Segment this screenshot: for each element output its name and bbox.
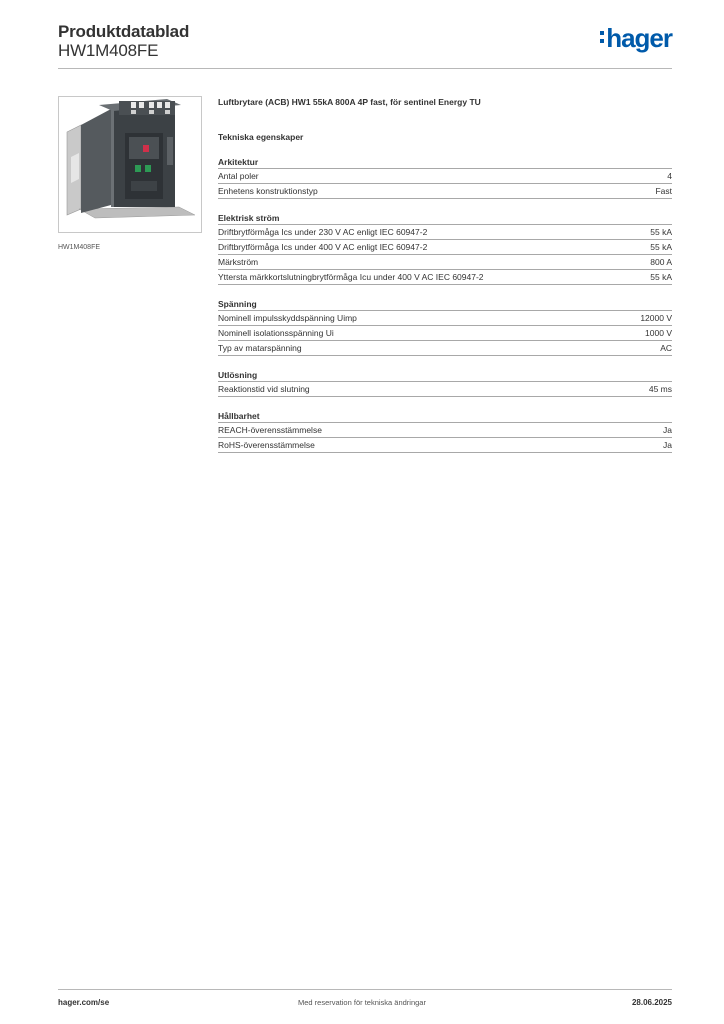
product-details: [218, 96, 672, 453]
spec-value: 55 kA: [650, 272, 672, 282]
spec-label: Driftbrytförmåga Ics under 400 V AC enligt IEC 60947-2: [218, 242, 428, 252]
spec-label: Nominell isolationsspänning Ui: [218, 328, 334, 338]
spec-label: Reaktionstid vid slutning: [218, 384, 310, 394]
footer-date: 28.06.2025: [631, 998, 672, 1007]
spec-label: Driftbrytförmåga Ics under 230 V AC enligt IEC 60947-2: [218, 227, 428, 237]
document-title: Produktdatablad: [58, 22, 190, 41]
spec-label: Enhetens konstruktionstyp: [218, 186, 318, 196]
footer-disclaimer: Med reservation för tekniska ändringar: [298, 998, 426, 1007]
footer-website: hager.com/se: [58, 998, 110, 1007]
footer-divider: [58, 989, 672, 990]
logo-mark-icon: [600, 31, 604, 47]
spec-label: Typ av matarspänning: [218, 343, 302, 353]
section-elektrisk-strom: [218, 212, 672, 285]
header-divider: [58, 68, 672, 69]
spec-row: [218, 185, 672, 199]
section-hallbarhet: [218, 410, 672, 453]
spec-row: [218, 424, 672, 438]
spec-row: [218, 271, 672, 285]
spec-value: 1000 V: [645, 328, 672, 338]
spec-row: [218, 312, 672, 326]
section-heading: Arkitektur: [218, 156, 672, 169]
spec-label: REACH-överensstämmelse: [218, 425, 322, 435]
hager-logo: [600, 25, 672, 51]
section-heading: Elektrisk ström: [218, 212, 672, 225]
spec-label: Antal poler: [218, 171, 259, 181]
spec-label: Nominell impulsskyddspänning Uimp: [218, 313, 357, 323]
spec-row: [218, 439, 672, 453]
spec-row: [218, 327, 672, 341]
spec-row: [218, 342, 672, 356]
product-description: Luftbrytare (ACB) HW1 55kA 800A 4P fast, för sentinel Energy TU: [218, 97, 481, 107]
spec-row: [218, 256, 672, 270]
air-circuit-breaker-icon: [59, 97, 201, 232]
document-subtitle: HW1M408FE: [58, 41, 159, 60]
spec-row: [218, 241, 672, 255]
spec-row: [218, 226, 672, 240]
spec-value: 55 kA: [650, 242, 672, 252]
spec-value: 800 A: [650, 257, 672, 267]
spec-label: Yttersta märkkortslutningbrytförmåga Icu under 400 V AC IEC 60947-2: [218, 272, 484, 282]
section-arkitektur: [218, 156, 672, 199]
spec-row: [218, 170, 672, 184]
spec-value: Fast: [655, 186, 672, 196]
section-heading: Hållbarhet: [218, 410, 672, 423]
spec-value: AC: [660, 343, 672, 353]
spec-row: [218, 383, 672, 397]
spec-value: Ja: [663, 425, 672, 435]
spec-value: 55 kA: [650, 227, 672, 237]
spec-label: Märkström: [218, 257, 259, 267]
spec-label: RoHS-överensstämmelse: [218, 440, 315, 450]
product-image-caption: HW1M408FE: [58, 244, 101, 251]
section-utlosning: [218, 369, 672, 397]
spec-value: 12000 V: [640, 313, 672, 323]
spec-value: 4: [667, 171, 672, 181]
section-heading: Utlösning: [218, 369, 672, 382]
logo-text: hager: [606, 23, 672, 53]
technical-properties-heading: Tekniska egenskaper: [218, 132, 304, 142]
spec-value: Ja: [663, 440, 672, 450]
document-header: [58, 22, 189, 60]
product-image: [58, 96, 202, 233]
section-spanning: [218, 298, 672, 356]
section-heading: Spänning: [218, 298, 672, 311]
spec-value: 45 ms: [648, 384, 672, 394]
